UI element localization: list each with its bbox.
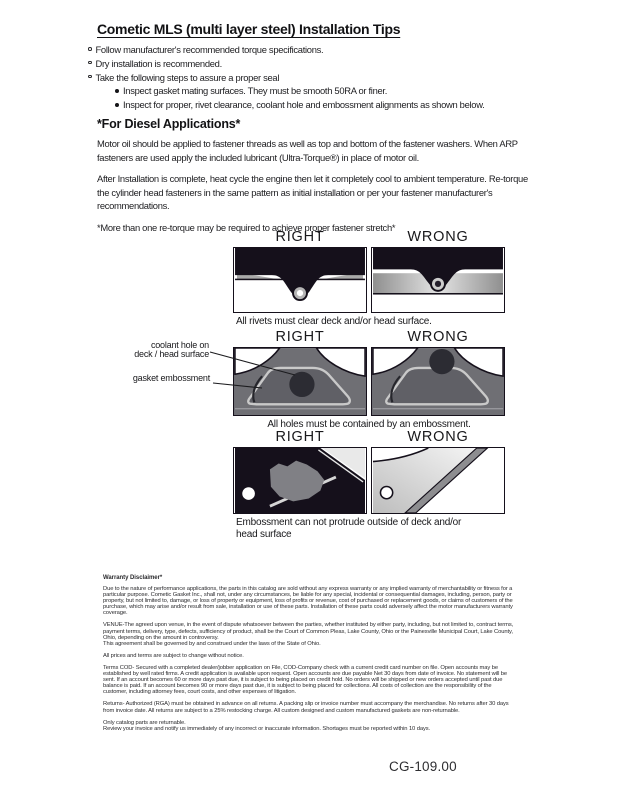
open-bullet-icon [88,75,92,79]
rivet-wrong-diagram [371,247,505,313]
wrong-label: WRONG [407,329,469,345]
diagram-row-embossment [233,429,505,540]
legal-paragraph: All prices and terms are subject to change without notice. [103,652,244,659]
legal-paragraph: VENUE-The agreed upon venue, in the event of dispute whatsoever between the parties, whether instituted by either party, including, but not limited to, contract terms, payment terms, delivery, type, defects, sufficiency of product, shall be the Court of Common Pleas, Lake County, Ohio or the Painesville Municipal Court, Lake County, Ohio, depending on the amount in controversy. [103,622,514,641]
right-label: RIGHT [275,429,325,445]
list-item [88,71,528,85]
filled-bullet-icon [115,89,119,93]
diagram-panels [233,347,505,416]
legal-paragraph: Returns- Authorized (RGA) must be obtained in advance on all returns. A packing slip or invoice number must accompany the merchandise. No returns after 30 days from invoice date. All returns are subject to a 25% restocking charge. All custom designed and custom manufactured gaskets are non-returnable. [103,701,509,714]
warranty-heading: Warranty Disclaimer* [103,575,163,581]
list-item [88,43,528,57]
diesel-applications-section [97,117,531,242]
diagram-header-row [233,229,505,245]
tip-text: Dry installation is recommended. [95,57,222,69]
wrong-label: WRONG [407,229,469,245]
tips-list [88,43,528,112]
diagram-header-row [233,429,505,445]
rivet-right-diagram [233,247,367,313]
installation-tips-section [88,21,528,112]
diesel-paragraph: After Installation is complete, heat cycle the engine then let it completely cool to ambient temperature. Re-torque the cylinder head fasteners in the same pattern as initial installation or per your fastener manufacturer's recommendations. [97,173,528,211]
legal-paragraph: This agreement shall be governed by and construed under the laws of the State of Ohio. [103,640,321,647]
annotation-line: coolant hole on [150,340,209,350]
tip-text: Take the following steps to assure a proper seal [95,71,280,83]
diesel-heading: *For Diesel Applications* [97,117,241,131]
hole-right-diagram [233,347,367,416]
diagram-caption: All rivets must clear deck and/or head surface. [236,316,432,327]
wrong-label: WRONG [407,429,469,445]
diagram-caption: Embossment can not protrude outside of deck and/or head surface [236,517,462,540]
legal-paragraph: Review your invoice and notify us immediately of any incorrect or inaccurate information. Shortages must be reported within 10 days. [103,725,431,732]
diagram-header-row [233,329,505,345]
tip-text: Follow manufacturer's recommended torque specifications. [95,44,324,55]
open-bullet-icon [88,61,92,65]
diagram-row-rivets [233,229,505,328]
list-item [88,57,528,71]
open-bullet-icon [88,47,92,51]
filled-bullet-icon [115,103,119,107]
hole-wrong-diagram [371,347,505,416]
legal-paragraph: Due to the nature of performance applications, the parts in this catalog are sold without any express warranty or any implied warranty of merchantability or fitness for a particular purpose. Cometic Gasket Inc., shall not, under any circumstances, be liable for any special, incidental or consequential damages, including, person, party or property, but not limited to, damage, or loss of property or equipment, loss of profits or revenue, cost of purchased or replacement goods, or claims of customers of the purchase, which may arise and/or result from sale, installation or use of these parts. Installation of these parts could adversely affect the motor manufacturers warranty coverage. [103,586,513,617]
annotation-line: deck / head surface [134,348,209,359]
diagram-caption: All holes must be contained by an embossment. [267,419,471,430]
diagram-panels [233,447,505,514]
tip-text: Inspect for proper, rivet clearance, coolant hole and embossment alignments as shown below. [123,99,485,111]
warranty-disclaimer-section [103,575,517,732]
diesel-paragraph: *More than one re-torque may be required to achieve proper fastener stretch* [97,221,396,233]
legal-paragraph: Terms COD- Secured with a completed dealer/jobber application on File, COD-Company check with a current credit card number on file. Open accounts may be established by well rated firms. A credit application is available upon request. Open accounts are due payable Net 30 days from date of invoice. No statement will be sent. If an account becomes 60 or more days past due, it is subject to being placed on credit hold. No orders will be shipped or new orders accepted until past due balance is paid. If an account becomes 90 or more days past due, it is subject to being placed for collections. All costs of collection are the responsibility of the customer, including attorney fees, court costs, and other expenses of litigation. [103,664,508,696]
embossment-right-diagram [233,447,367,514]
annotation-line: gasket embossment [132,373,210,383]
diesel-paragraph: Motor oil should be applied to fastener threads as well as top and bottom of the fastener washers. When ARP fasteners are used apply the included lubricant (Ultra-Torque®) in place of motor oil. [97,138,518,163]
diagram-panels [233,247,505,313]
diagram-row-holes [233,329,505,431]
page-code: CG-109.00 [389,759,457,774]
list-item [88,98,528,112]
right-label: RIGHT [275,229,325,245]
page-title: Cometic MLS (multi layer steel) Installation Tips [97,21,401,37]
coolant-hole-annotation [89,341,209,359]
embossment-wrong-diagram [371,447,505,514]
right-label: RIGHT [275,329,325,345]
tip-text: Inspect gasket mating surfaces. They must be smooth 50RA or finer. [123,85,388,97]
gasket-embossment-annotation [80,374,210,383]
list-item [88,84,528,98]
legal-paragraph: Only catalog parts are returnable. [103,719,186,726]
